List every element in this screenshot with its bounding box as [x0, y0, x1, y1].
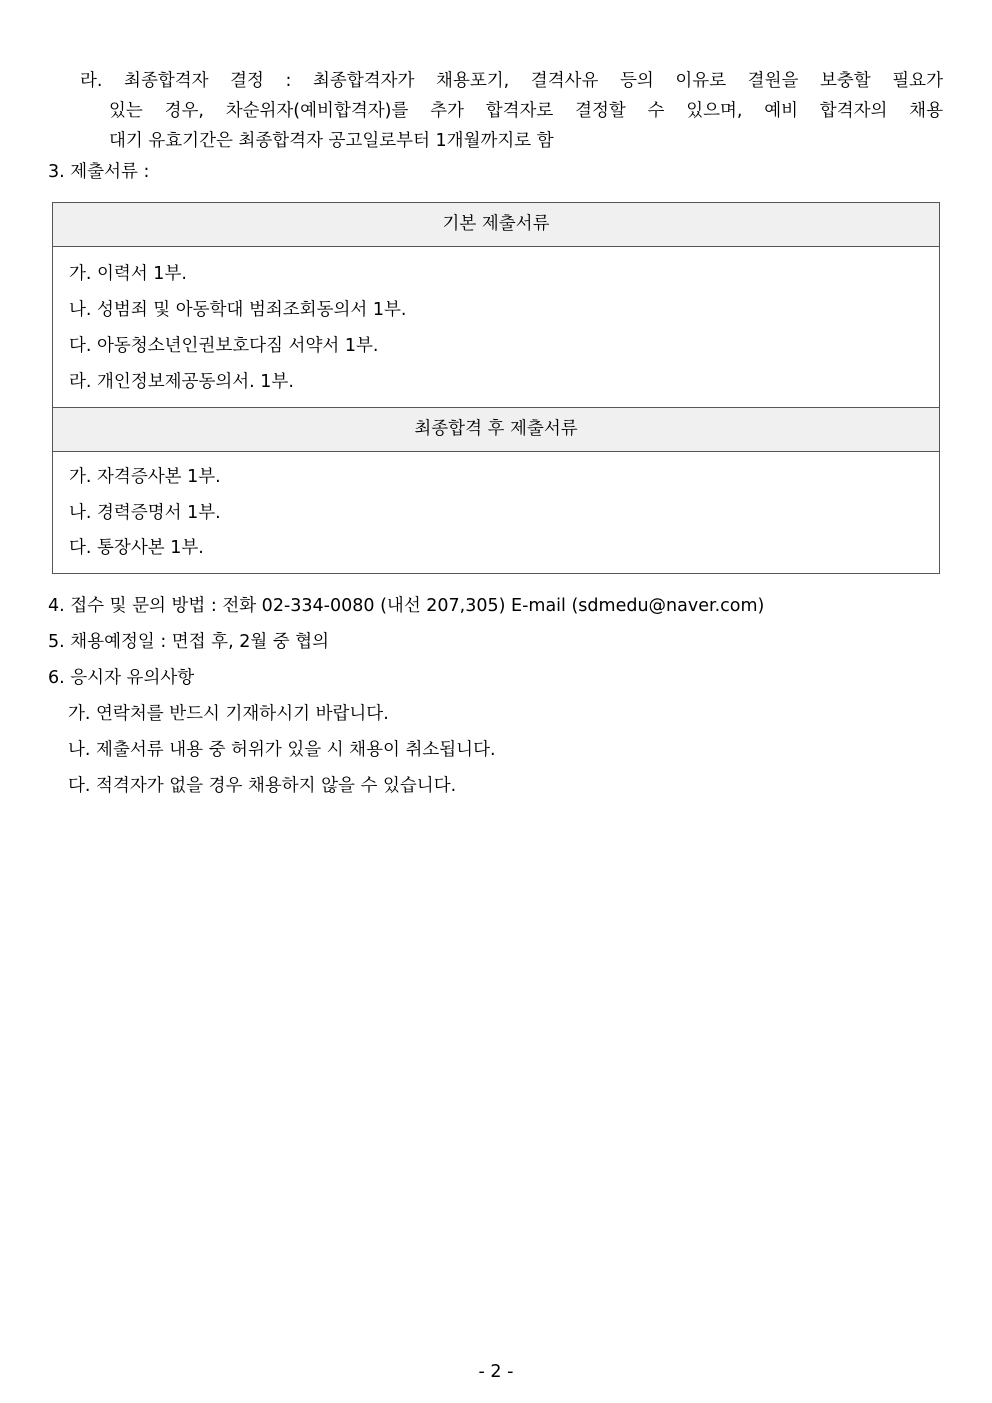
section-5-schedule: 5. 채용예정일 : 면접 후, 2월 중 협의: [48, 632, 330, 652]
section-ra-line-1: 라. 최종합격자 결정 : 최종합격자가 채용포기, 결격사유 등의 이유로 결원을 보충할 필요가: [80, 71, 943, 91]
section-4-text: 전화 02-334-0080 (내선 207,305) E-mail (sdmedu@naver.com): [216, 596, 765, 616]
final-document-item: 다. 통장사본 1부.: [69, 538, 204, 558]
notice-item: 가. 연락처를 반드시 기재하시기 바랍니다.: [68, 704, 389, 724]
section-ra-line-3: 대기 유효기간은 최종합격자 공고일로부터 1개월까지로 함: [109, 131, 554, 151]
basic-documents-header: 기본 제출서류: [53, 203, 939, 247]
basic-document-item: 다. 아동청소년인권보호다짐 서약서 1부.: [69, 336, 379, 356]
section-ra-line-2: 있는 경우, 차순위자(예비합격자)를 추가 합격자로 결정할 수 있으며, 예비 합격자의 채용: [109, 101, 943, 121]
final-document-item: 나. 경력증명서 1부.: [69, 503, 221, 523]
section-6-heading: 6. 응시자 유의사항: [48, 668, 195, 688]
section-3-heading: 3. 제출서류 :: [48, 162, 150, 182]
submission-documents-table: [52, 202, 940, 574]
basic-document-item: 라. 개인정보제공동의서. 1부.: [69, 372, 294, 392]
section-4-contact: [48, 591, 764, 621]
final-documents-header: 최종합격 후 제출서류: [53, 408, 939, 452]
notice-item: 다. 적격자가 없을 경우 채용하지 않을 수 있습니다.: [68, 776, 457, 796]
page-number: - 2 -: [478, 1362, 514, 1382]
section-4-label: 4. 접수 및 문의 방법 :: [48, 596, 217, 616]
notice-item: 나. 제출서류 내용 중 허위가 있을 시 채용이 취소됩니다.: [68, 740, 496, 760]
basic-document-item: 가. 이력서 1부.: [69, 264, 187, 284]
final-document-item: 가. 자격증사본 1부.: [69, 467, 221, 487]
basic-document-item: 나. 성범죄 및 아동학대 범죄조회동의서 1부.: [69, 300, 407, 320]
